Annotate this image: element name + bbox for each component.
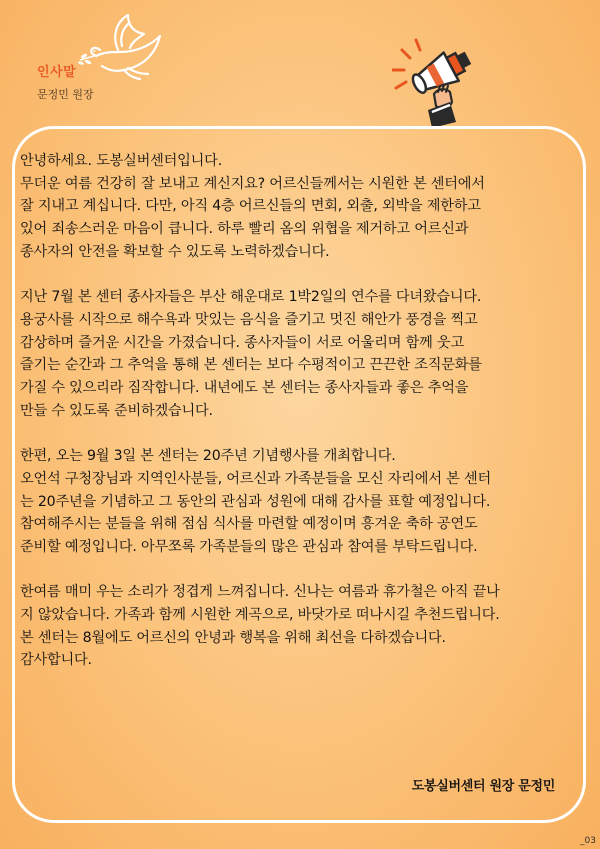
text-line: 가질 수 있으리라 짐작합니다. 내년에도 본 센터는 종사자들과 좋은 추억을 <box>20 380 469 397</box>
text-line: 종사자의 안전을 확보할 수 있도록 노력하겠습니다. <box>20 243 330 260</box>
letter-body <box>20 150 586 672</box>
text-line: 지난 7월 본 센터 종사자들은 부산 해운대로 1박2일의 연수를 다녀왔습니다. <box>20 289 482 306</box>
megaphone-icon <box>392 30 492 130</box>
text-line: 안녕하세요. 도봉실버센터입니다. <box>20 153 223 169</box>
text-line: 한여름 매미 우는 소리가 정겹게 느껴집니다. 신나는 여름과 휴가철은 아직 끝나 <box>20 584 500 601</box>
dove-icon <box>78 12 164 84</box>
text-line: 참여해주시는 분들을 위해 점심 식사를 마련할 예정이며 흥겨운 축하 공연도 <box>20 516 478 533</box>
text-line: 는 20주년을 기념하고 그 동안의 관심과 성원에 대해 감사를 표할 예정입니다. <box>20 493 491 510</box>
text-line: 준비할 예정입니다. 아무쪼록 가족분들의 많은 관심과 참여를 부탁드립니다. <box>20 538 478 555</box>
text-line: 즐기는 순간과 그 추억을 통해 본 센터는 보다 수평적이고 끈끈한 조직문화를 <box>20 357 482 374</box>
page-title: 인사말 <box>37 65 77 80</box>
text-line: 만들 수 있도록 준비하겠습니다. <box>20 402 213 419</box>
paragraph-2 <box>20 286 586 422</box>
text-line: 잘 지내고 계십니다. 다만, 아직 4층 어르신들의 면회, 외출, 외박을 제한하고 <box>20 198 481 215</box>
text-line: 지 않았습니다. 가족과 함께 시원한 계곡으로, 바닷가로 떠나시길 추천드립니다. <box>20 607 500 624</box>
signature: 도봉실버센터 원장 문정민 <box>411 779 555 794</box>
text-line: 감사합니다. <box>20 652 92 669</box>
page-number: _03 <box>580 836 596 846</box>
paragraph-4 <box>20 581 586 672</box>
text-line: 오언석 구청장님과 지역인사분들, 어르신과 가족분들을 모신 자리에서 본 센터 <box>20 470 491 487</box>
text-line: 무더운 여름 건강히 잘 보내고 계신지요? 어르신들께서는 시원한 본 센터에서 <box>20 175 485 192</box>
text-line: 본 센터는 8월에도 어르신의 안녕과 행복을 위해 최선을 다하겠습니다. <box>20 629 446 646</box>
text-line: 있어 죄송스러운 마음이 큽니다. 하루 빨리 옴의 위협을 제거하고 어르신과 <box>20 221 469 238</box>
text-line: 용궁사를 시작으로 해수욕과 맛있는 음식을 즐기고 멋진 해안가 풍경을 찍고 <box>20 311 478 328</box>
text-line: 감상하며 즐거운 시간을 가졌습니다. 종사자들이 서로 어울리며 함께 웃고 <box>20 334 464 351</box>
paragraph-3 <box>20 445 586 559</box>
page-subtitle: 문정민 원장 <box>37 88 94 101</box>
text-line: 한편, 오는 9월 3일 본 센터는 20주년 기념행사를 개최합니다. <box>20 448 396 465</box>
paragraph-1 <box>20 150 586 264</box>
